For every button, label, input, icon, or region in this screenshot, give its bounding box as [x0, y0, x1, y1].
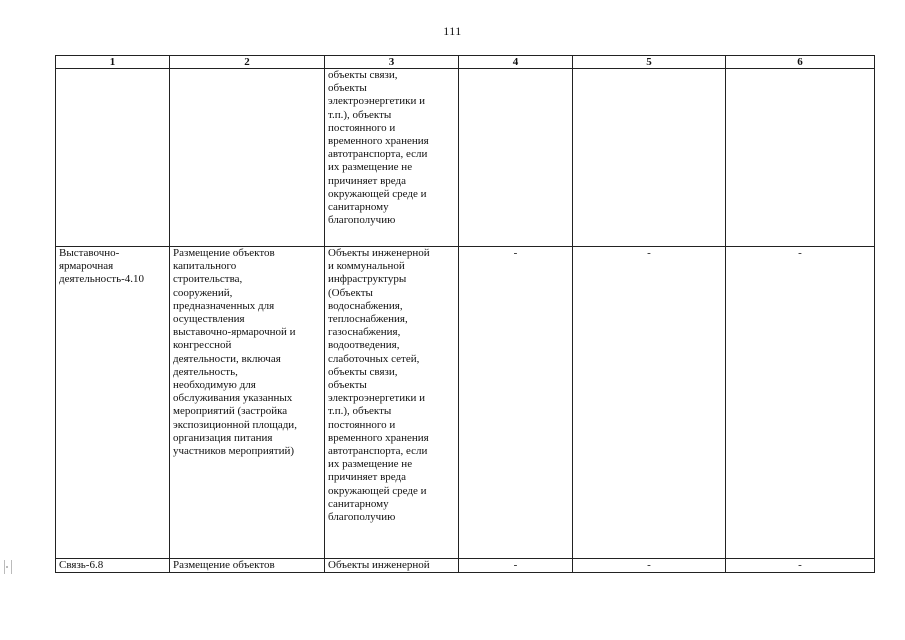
table-cell [459, 69, 573, 247]
table-cell: объекты связи, объекты электроэнергетики и т.п.), объекты постоянного и временного хранения автотранспорта, если их размещение не причиняет вреда окружающей среде и санитарному благополучию [325, 69, 459, 247]
table-cell [170, 69, 325, 247]
column-header: 2 [170, 56, 325, 69]
column-header: 4 [459, 56, 573, 69]
scan-margin-dot [6, 566, 8, 568]
column-header: 3 [325, 56, 459, 69]
table-header-row [56, 56, 875, 69]
column-header: 5 [573, 56, 726, 69]
table-row [56, 69, 875, 247]
table-cell: - [726, 247, 875, 559]
table-row [56, 559, 875, 573]
table-cell: - [459, 559, 573, 573]
table-row [56, 247, 875, 559]
table-cell: Объекты инженерной и коммунальной инфраструктуры (Объекты водоснабжения, теплоснабжения, газоснабжения, водоотведения, слаботочных сетей, объекты связи, объекты электроэнергетики и т.п.), объекты постоянного и временного хранения автотранспорта, если их размещение не причиняет вреда окружающей среде и санитарному благополучию [325, 247, 459, 559]
table-cell [56, 69, 170, 247]
table-cell [573, 69, 726, 247]
column-header: 6 [726, 56, 875, 69]
table-cell: Связь-6.8 [56, 559, 170, 573]
table-cell: - [459, 247, 573, 559]
table-cell: Объекты инженерной [325, 559, 459, 573]
table-cell [726, 69, 875, 247]
table-cell: - [573, 247, 726, 559]
column-header: 1 [56, 56, 170, 69]
table-cell: - [573, 559, 726, 573]
table-cell: - [726, 559, 875, 573]
table-cell: Размещение объектов [170, 559, 325, 573]
page-number: 111 [443, 24, 462, 38]
land-use-table [55, 55, 875, 573]
table-cell: Размещение объектов капитального строительства, сооружений, предназначенных для осуществления выставочно-ярмарочной и конгрессной деятельности, включая деятельность, необходимую для обслуживания указанных мероприятий (застройка экспозиционной площади, организация питания участников мероприятий) [170, 247, 325, 559]
table-cell: Выставочно- ярмарочная деятельность-4.10 [56, 247, 170, 559]
